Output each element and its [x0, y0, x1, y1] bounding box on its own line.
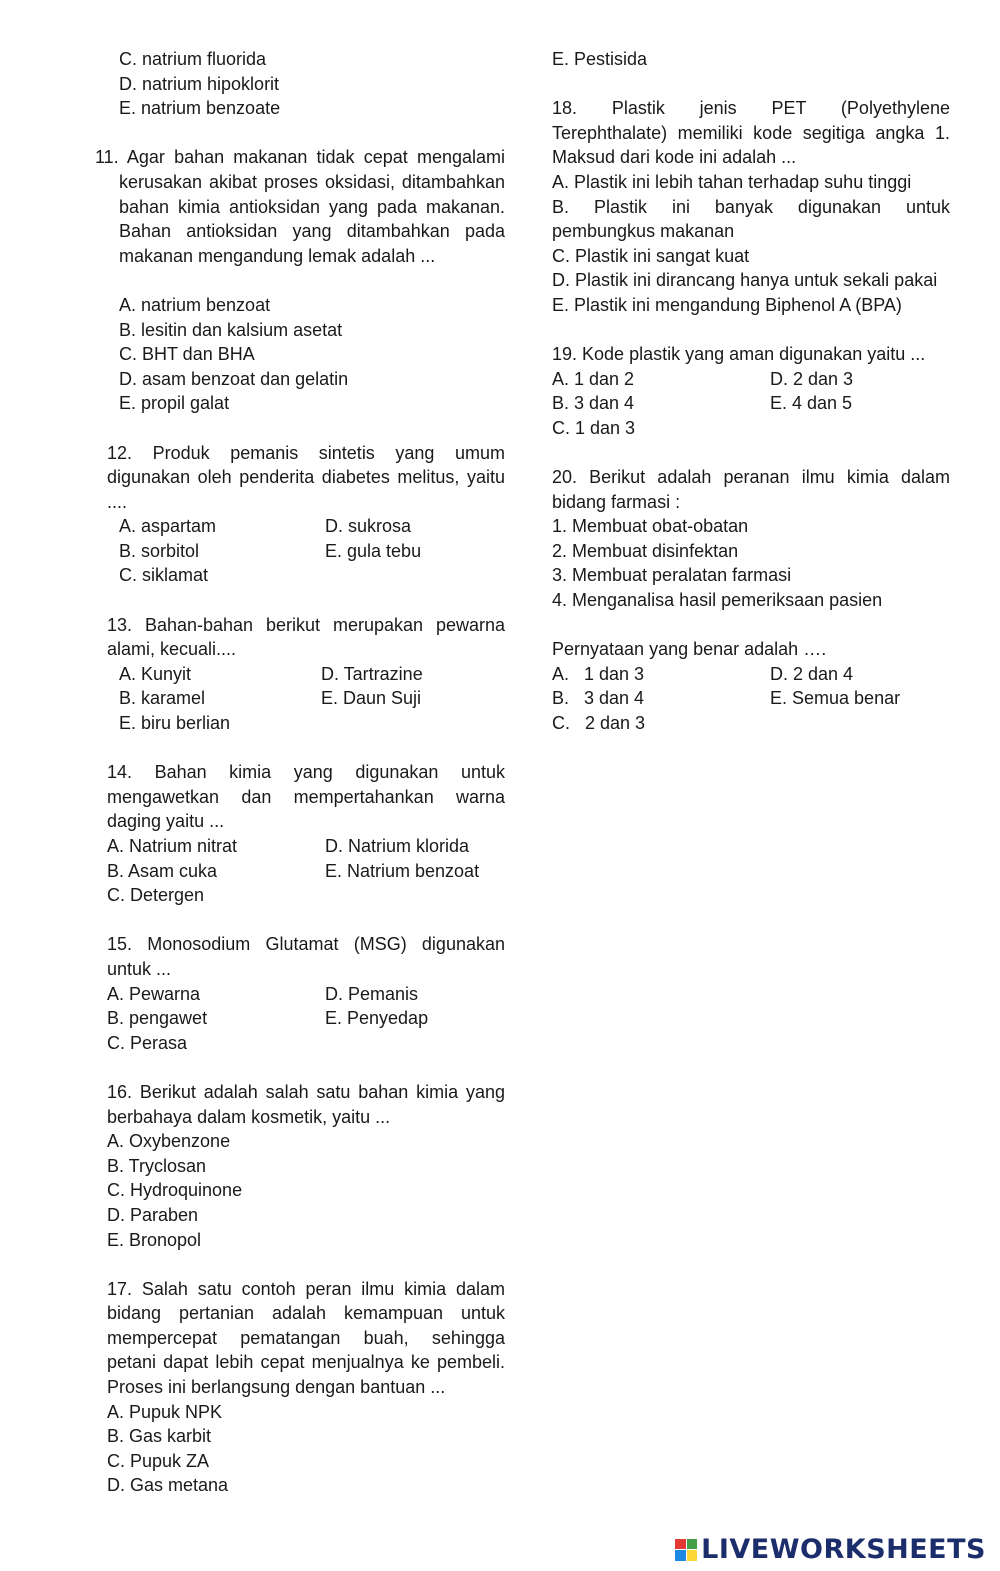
question-12-text: 12. Produk pemanis sintetis yang umum: [107, 442, 505, 463]
option-text: C. 1 dan 3: [552, 417, 636, 438]
option-text: E. Natrium benzoat: [325, 860, 480, 881]
question-12-text: ....: [107, 491, 128, 512]
question-20-prompt: Pernyataan yang benar adalah ….: [552, 639, 827, 660]
option-text: E. gula tebu: [325, 540, 422, 561]
option-text: C. BHT dan BHA: [119, 344, 255, 365]
option-text: E. Pestisida: [552, 49, 648, 69]
question-17-text: petani dapat lebih cepat menjualnya ke pembeli.: [107, 1352, 505, 1373]
left-column: [95, 47, 505, 1498]
question-13-text: 13. Bahan-bahan berikut merupakan pewarna: [107, 614, 505, 635]
question-11-text: 11. Agar bahan makanan tidak cepat mengalami: [95, 147, 505, 168]
right-column: [552, 47, 950, 736]
option-text: D. Tartrazine: [321, 663, 423, 684]
question-20-text: 20. Berikut adalah peranan ilmu kimia dalam: [552, 467, 950, 488]
question-17-text: bidang pertanian adalah kemampuan untuk: [107, 1303, 505, 1324]
option-text: A. natrium benzoat: [119, 294, 271, 315]
option-text: A. Oxybenzone: [107, 1131, 231, 1152]
question-15-text: 15. Monosodium Glutamat (MSG) digunakan: [107, 934, 505, 955]
option-text: C. natrium fluorida: [119, 49, 267, 69]
option-text: E. natrium benzoate: [119, 98, 281, 119]
option-text: A. aspartam: [119, 516, 217, 537]
option-text: A. Plastik ini lebih tahan terhadap suhu tinggi: [552, 171, 912, 192]
question-11-text: kerusakan akibat proses oksidasi, ditambahkan: [119, 171, 505, 192]
question-15-text: untuk ...: [107, 958, 172, 979]
logo-icon: [675, 1539, 697, 1561]
option-text: E. propil galat: [119, 393, 230, 414]
question-11-text: makanan mengandung lemak adalah ...: [119, 245, 436, 266]
option-text: D. 2 dan 4: [770, 663, 854, 684]
question-14-text: mengawetkan dan mempertahankan warna: [107, 786, 505, 807]
logo-text: LIVEWORKSHEETS: [701, 1534, 986, 1565]
option-text: B. 3 dan 4: [552, 688, 645, 709]
question-11-text: bahan kimia antioksidan yang pada makanan.: [119, 196, 505, 217]
option-text: B. Tryclosan: [107, 1155, 207, 1176]
option-text: B. pengawet: [107, 1008, 208, 1029]
option-text: pembungkus makanan: [552, 221, 735, 242]
option-text: A. Kunyit: [119, 663, 192, 684]
option-text: E. 4 dan 5: [770, 393, 853, 414]
option-text: D. Gas metana: [107, 1475, 229, 1496]
question-18-text: Maksud dari kode ini adalah ...: [552, 147, 797, 168]
option-text: B. Asam cuka: [107, 860, 218, 881]
liveworksheets-logo: [675, 1534, 986, 1565]
option-text: C. Perasa: [107, 1032, 188, 1053]
statement-item: 1. Membuat obat-obatan: [552, 516, 749, 537]
option-text: E. Daun Suji: [321, 688, 422, 709]
option-text: D. Paraben: [107, 1204, 199, 1225]
option-text: A. Natrium nitrat: [107, 836, 238, 856]
option-text: D. Plastik ini dirancang hanya untuk sekali pakai: [552, 270, 938, 291]
question-16-text: 16. Berikut adalah salah satu bahan kimia yang: [107, 1081, 505, 1102]
question-16-text: berbahaya dalam kosmetik, yaitu ...: [107, 1106, 391, 1127]
question-12-text: digunakan oleh penderita diabetes melitus, yaitu: [107, 467, 505, 488]
option-text: C. 2 dan 3: [552, 713, 646, 734]
question-20-text: bidang farmasi :: [552, 491, 681, 512]
option-text: E. biru berlian: [119, 713, 231, 734]
question-11-text: Bahan antioksidan yang ditambahkan pada: [119, 221, 505, 242]
option-text: A. Pewarna: [107, 983, 201, 1004]
option-text: E. Semua benar: [770, 688, 901, 709]
question-14-text: daging yaitu ...: [107, 811, 225, 832]
option-text: E. Plastik ini mengandung Biphenol A (BPA): [552, 294, 902, 315]
option-text: D. asam benzoat dan gelatin: [119, 368, 349, 389]
option-text: C. Pupuk ZA: [107, 1450, 210, 1471]
option-text: E. Penyedap: [325, 1008, 429, 1029]
option-text: E. Bronopol: [107, 1229, 202, 1250]
option-text: C. Detergen: [107, 885, 205, 906]
option-text: A. 1 dan 2: [552, 368, 635, 389]
option-text: D. sukrosa: [325, 516, 412, 537]
question-18-text: Terephthalate) memiliki kode segitiga angka 1.: [552, 122, 950, 143]
question-17-text: 17. Salah satu contoh peran ilmu kimia dalam: [107, 1278, 505, 1299]
option-text: B. 3 dan 4: [552, 393, 635, 414]
option-text: C. Hydroquinone: [107, 1180, 243, 1201]
option-text: D. Pemanis: [325, 983, 419, 1004]
statement-item: 4. Menganalisa hasil pemeriksaan pasien: [552, 590, 883, 611]
question-17-text: mempercepat pematangan buah, sehingga: [107, 1327, 505, 1348]
option-text: B. Gas karbit: [107, 1426, 212, 1447]
question-18-text: 18. Plastik jenis PET (Polyethylene: [552, 98, 950, 119]
option-text: B. lesitin dan kalsium asetat: [119, 319, 343, 340]
option-text: A. Pupuk NPK: [107, 1401, 223, 1422]
option-text: B. karamel: [119, 688, 206, 709]
option-text: C. siklamat: [119, 565, 209, 586]
question-14-text: 14. Bahan kimia yang digunakan untuk: [107, 762, 505, 783]
question-19-text: 19. Kode plastik yang aman digunakan yaitu ...: [552, 344, 926, 365]
question-13-text: alami, kecuali....: [107, 639, 237, 660]
option-text: B. Plastik ini banyak digunakan untuk: [552, 196, 950, 217]
option-text: A. 1 dan 3: [552, 663, 645, 684]
statement-item: 2. Membuat disinfektan: [552, 540, 739, 561]
option-text: C. Plastik ini sangat kuat: [552, 245, 750, 266]
question-17-text: Proses ini berlangsung dengan bantuan ...: [107, 1377, 446, 1398]
option-text: D. natrium hipoklorit: [119, 73, 280, 94]
statement-item: 3. Membuat peralatan farmasi: [552, 565, 792, 586]
option-text: D. Natrium klorida: [325, 836, 470, 856]
option-text: D. 2 dan 3: [770, 368, 854, 389]
option-text: B. sorbitol: [119, 540, 200, 561]
